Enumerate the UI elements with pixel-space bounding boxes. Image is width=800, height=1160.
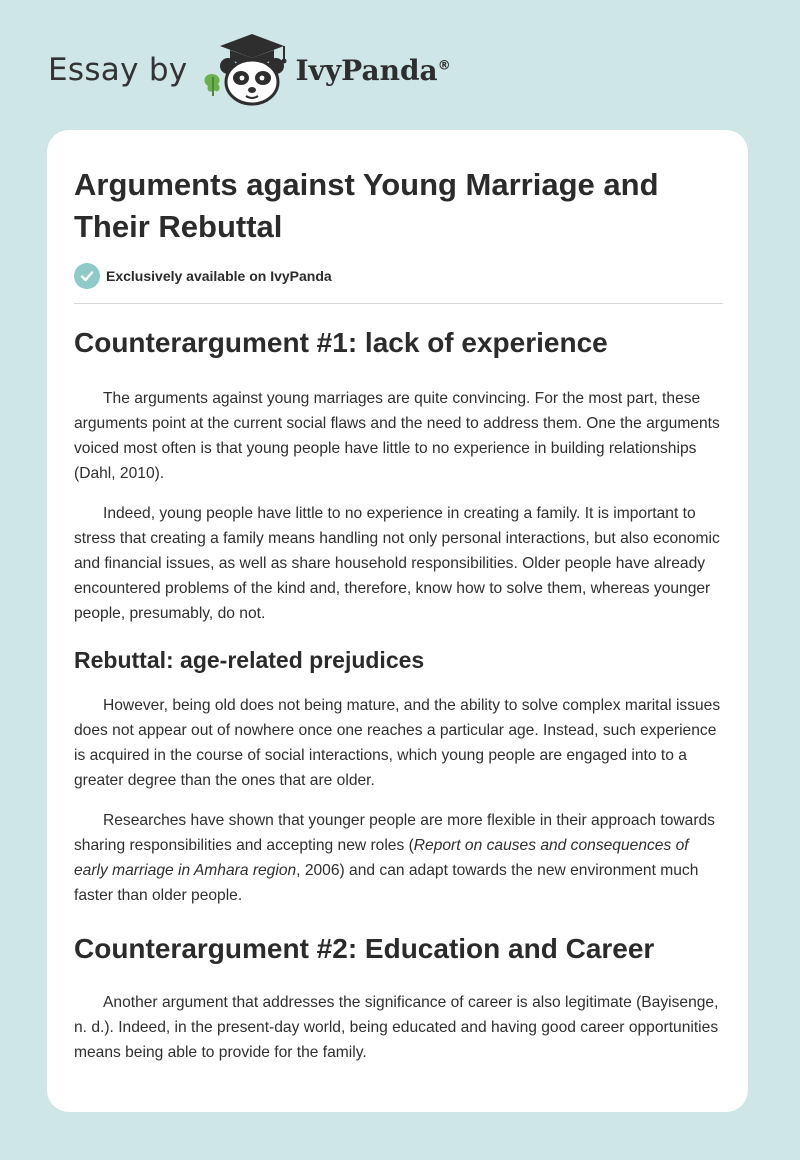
- paragraph: Another argument that addresses the significance of career is also legitimate (Bayisenge, n. d.). Indeed, in the present-day world, being educated and having good career opportunities means being able to provide for the family.: [74, 994, 719, 1061]
- registered-mark: ®: [437, 58, 451, 74]
- section-heading-counterargument-2: Counterargument #2: Education and Career: [74, 933, 655, 964]
- essay-card: [47, 130, 748, 1112]
- section-heading-counterargument-1: Counterargument #1: lack of experience: [74, 327, 608, 358]
- check-circle-icon: [74, 263, 100, 289]
- paragraph: However, being old does not being mature, and the ability to solve complex marital issues does not appear out of nowhere once one reaches a particular age. Instead, such experience is acquired in the course of social interactions, which young people are engaged into to a greater degree than the ones that are older.: [74, 697, 721, 789]
- panda-head-icon: [220, 58, 284, 104]
- exclusive-badge: [74, 263, 332, 289]
- essay-body: [74, 324, 724, 1065]
- paragraph-with-citation: Researches have shown that younger people are more flexible in their approach towards sharing responsibilities and accepting new roles (Report on causes and consequences of early marriage in Amhara region, 2006) and can adapt towards the new environment much faster than older people.: [74, 812, 715, 904]
- ivy-leaf-icon: [204, 74, 219, 96]
- section-heading-rebuttal: Rebuttal: age-related prejudices: [74, 647, 425, 673]
- panda-logo-icon[interactable]: [200, 30, 296, 110]
- cited-report-title: Report on causes and consequences of early marriage in Amhara region: [74, 837, 689, 879]
- brand-prefix: Essay by: [48, 52, 188, 88]
- title-divider: [74, 303, 723, 304]
- brand-name[interactable]: IvyPanda®: [295, 53, 451, 87]
- exclusive-label: Exclusively available on IvyPanda: [106, 268, 332, 284]
- paragraph: The arguments against young marriages are quite convincing. For the most part, these arguments point at the current social flaws and the need to address them. One the arguments voiced most often is that young people have little to no experience in building relationships (Dahl, 2010).: [74, 390, 720, 482]
- paragraph: Indeed, young people have little to no experience in creating a family. It is important to stress that creating a family means handling not only personal interactions, but also economic and financial issues, as well as share household responsibilities. Older people have already encountered problems of the kind and, therefore, know how to solve them, whereas younger people, presumably, do not.: [74, 505, 720, 622]
- essay-title: Arguments against Young Marriage and Their Rebuttal: [74, 167, 659, 244]
- site-header: [48, 30, 451, 110]
